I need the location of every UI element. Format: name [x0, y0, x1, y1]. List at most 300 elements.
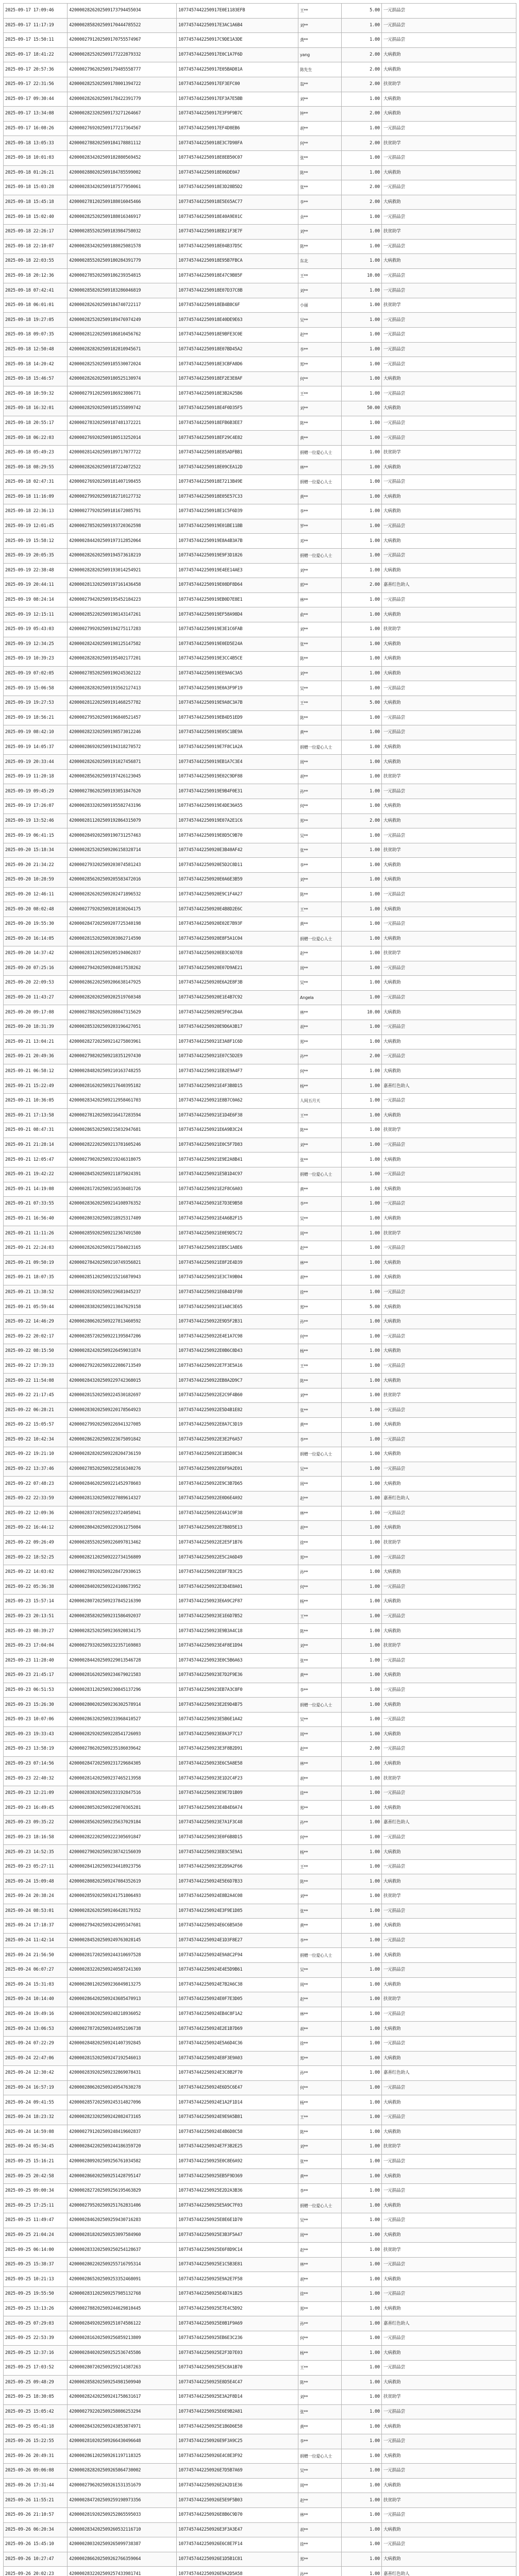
order-number: 4200002803202509265099738387: [68, 2537, 177, 2552]
transaction-number: 1077457442250924E2E1B7D69: [177, 2022, 298, 2037]
transaction-number: 1077457442250926E2A2D1E36: [177, 2478, 298, 2493]
order-number: 4200002816202509256859213809: [68, 2331, 177, 2346]
order-number: 4200002798202509218351297430: [68, 1049, 177, 1064]
table-row: [4, 917, 516, 931]
donation-date: 2025-09-22 15:05:57: [4, 1418, 68, 1433]
donation-amount: 1.00: [342, 1506, 382, 1521]
donation-purpose: 大病救助: [382, 460, 516, 475]
donation-date: 2025-09-24 14:59:08: [4, 2125, 68, 2140]
donation-purpose: 一元捐品尝: [382, 342, 516, 357]
table-row: [4, 2404, 516, 2419]
order-number: 4200002787202509244952106738: [68, 2022, 177, 2037]
donation-purpose: 一元捐品尝: [382, 1049, 516, 1064]
order-number: 4200002769202509177217364567: [68, 121, 177, 136]
donation-amount: 1.00: [342, 2419, 382, 2434]
donation-amount: 1.00: [342, 1962, 382, 1977]
table-row: [4, 2257, 516, 2272]
transaction-number: 1077457442250926E5E9F5B03: [177, 2493, 298, 2508]
transaction-number: 1077457442250925E0C8E6A92: [177, 2154, 298, 2169]
transaction-number: 1077457442250924E8B2A4C08: [177, 1889, 298, 1904]
donation-amount: 1.00: [342, 121, 382, 136]
transaction-number: 1077457442250922E2C9F4B60: [177, 1388, 298, 1403]
order-number: 4200002834202509260532116710: [68, 2522, 177, 2537]
donation-amount: 1.00: [342, 858, 382, 873]
order-number: 4200002855202509180284391779: [68, 254, 177, 269]
donor-name: yang: [298, 47, 342, 62]
donation-purpose: 大病救助: [382, 2478, 516, 2493]
donation-purpose: 扶贫助学: [382, 1771, 516, 1786]
transaction-number: 1077457442250919E8D5C9B70: [177, 828, 298, 843]
donation-amount: 2.00: [342, 77, 382, 92]
transaction-number: 1077457442250923E8A3F7C17: [177, 1727, 298, 1742]
transaction-number: 1077457442250923E6C5A8E58: [177, 1756, 298, 1771]
table-row: [4, 2522, 516, 2537]
donor-name: 李**: [298, 195, 342, 210]
table-row: [4, 386, 516, 401]
donation-date: 2025-09-24 15:31:03: [4, 1977, 68, 1992]
table-row: [4, 607, 516, 622]
donor-name: 捐赠一位爱心人士: [298, 1948, 342, 1963]
donation-date: 2025-09-24 11:42:14: [4, 1933, 68, 1948]
transaction-number: 1077457442250920E5F0C2D4A: [177, 1005, 298, 1020]
donation-purpose: 一元捐品尝: [382, 1093, 516, 1108]
donor-name: 捐赠一位爱心人士: [298, 2449, 342, 2464]
transaction-number: 1077457442250922E0D6E4A92: [177, 1491, 298, 1506]
donor-name: 陈**: [298, 1123, 342, 1138]
donor-name: 刘**: [298, 18, 342, 33]
donation-purpose: 一元捐品尝: [382, 1432, 516, 1447]
donor-name: 何**: [298, 799, 342, 814]
donor-name: 陈**: [298, 1874, 342, 1889]
table-row: [4, 180, 516, 195]
donor-name: 胡**: [298, 1521, 342, 1536]
donation-amount: 1.00: [342, 1683, 382, 1698]
table-row: [4, 1845, 516, 1860]
donation-purpose: 一元捐品尝: [382, 1167, 516, 1182]
donation-amount: 1.00: [342, 622, 382, 637]
donation-date: 2025-09-18 05:49:23: [4, 445, 68, 460]
donation-amount: 1.00: [342, 1992, 382, 2007]
donation-amount: 1.00: [342, 1197, 382, 1212]
table-row: [4, 1432, 516, 1447]
donation-date: 2025-09-19 14:05:37: [4, 740, 68, 755]
donation-date: 2025-09-20 12:46:11: [4, 887, 68, 902]
donor-name: 王**: [298, 902, 342, 917]
order-number: 4200002840202509252536745586: [68, 2346, 177, 2361]
donor-name: 陈**: [298, 710, 342, 725]
order-number: 4200002795202509251762831406: [68, 2198, 177, 2213]
donation-date: 2025-09-18 11:16:09: [4, 489, 68, 504]
transaction-number: 1077457442250926E6C8E7F14: [177, 2537, 298, 2552]
donor-name: 周**: [298, 1226, 342, 1241]
transaction-number: 1077457442250918E5E65AC77: [177, 195, 298, 210]
donor-name: 捐赠一位爱心人士: [298, 931, 342, 946]
table-row: [4, 1403, 516, 1418]
donation-purpose: 大病救助: [382, 2095, 516, 2110]
order-number: 4200002823202509198573012246: [68, 725, 177, 740]
donation-date: 2025-09-24 22:47:06: [4, 2051, 68, 2066]
table-row: [4, 2169, 516, 2184]
donation-date: 2025-09-24 16:57:19: [4, 2080, 68, 2095]
donor-name: 赵**: [298, 1241, 342, 1256]
donation-amount: 1.00: [342, 1020, 382, 1035]
donation-amount: 2.00: [342, 62, 382, 77]
donation-date: 2025-09-25 11:49:47: [4, 2213, 68, 2228]
transaction-number: 1077457442250921E7D3E9B58: [177, 1197, 298, 1212]
donation-amount: 1.00: [342, 755, 382, 770]
donation-date: 2025-09-18 22:26:17: [4, 224, 68, 239]
transaction-number: 1077457442250920E8F5A1C04: [177, 931, 298, 946]
donation-amount: 1.00: [342, 1638, 382, 1653]
donation-purpose: 大病救助: [382, 976, 516, 991]
table-row: [4, 1742, 516, 1757]
donation-amount: 1.00: [342, 1977, 382, 1992]
transaction-number: 1077457442250919E7F8C1A2A: [177, 740, 298, 755]
transaction-number: 1077457442250925E5C8A1B70: [177, 2361, 298, 2376]
donation-date: 2025-09-26 11:55:21: [4, 2493, 68, 2508]
donor-name: 吴**: [298, 976, 342, 991]
donation-amount: 1.00: [342, 2036, 382, 2051]
order-number: 4200002829202509185155899742: [68, 401, 177, 416]
donation-purpose: 大病救助: [382, 1035, 516, 1049]
donation-date: 2025-09-25 20:42:58: [4, 2169, 68, 2184]
donation-date: 2025-09-25 15:05:42: [4, 2404, 68, 2419]
donation-amount: 1.00: [342, 2095, 382, 2110]
donation-date: 2025-09-21 05:59:44: [4, 1300, 68, 1315]
donation-amount: 1.00: [342, 1948, 382, 1963]
transaction-number: 1077457442250923E3F8B2D91: [177, 1742, 298, 1757]
donation-date: 2025-09-20 18:31:39: [4, 1020, 68, 1035]
donation-date: 2025-09-24 21:56:50: [4, 1948, 68, 1963]
donation-date: 2025-09-25 06:14:00: [4, 2243, 68, 2258]
donation-date: 2025-09-19 20:33:44: [4, 755, 68, 770]
transaction-number: 1077457442250921E5B1D4C97: [177, 1167, 298, 1182]
donation-date: 2025-09-18 19:27:05: [4, 313, 68, 328]
transaction-number: 1077457442250921EB5C1A8E6: [177, 1241, 298, 1256]
transaction-number: 1077457442250918E40A9E01C: [177, 210, 298, 225]
donation-purpose: 大病救助: [382, 1153, 516, 1167]
transaction-number: 1077457442250918E3B2A25B6: [177, 386, 298, 401]
donation-date: 2025-09-21 13:38:52: [4, 1285, 68, 1300]
table-row: [4, 195, 516, 210]
order-number: 4200002865202509215032947681: [68, 1123, 177, 1138]
donor-name: 郑**: [298, 357, 342, 372]
transaction-number: 1077457442250923E0F6B8D15: [177, 1830, 298, 1845]
donor-name: 孙**: [298, 2316, 342, 2331]
table-row: [4, 2154, 516, 2169]
donation-date: 2025-09-21 09:50:19: [4, 1256, 68, 1270]
transaction-number: 1077457442250918E1C5F6D39: [177, 504, 298, 519]
donation-date: 2025-09-19 18:56:21: [4, 710, 68, 725]
donation-date: 2025-09-24 05:34:45: [4, 2140, 68, 2155]
donation-amount: 1.00: [342, 2346, 382, 2361]
table-row: [4, 696, 516, 710]
donor-name: 黄**: [298, 2169, 342, 2184]
donation-date: 2025-09-19 13:52:46: [4, 814, 68, 828]
donor-name: 刘**: [298, 1889, 342, 1904]
order-number: 4200002792202509258086253294: [68, 2404, 177, 2419]
donation-purpose: 一元捐品尝: [382, 1653, 516, 1668]
donation-amount: 1.00: [342, 1698, 382, 1713]
donation-purpose: 一元捐品尝: [382, 1786, 516, 1801]
order-number: 4200002847202509231729684305: [68, 1756, 177, 1771]
order-number: 4200002880202509184785599002: [68, 165, 177, 180]
donor-name: 陈**: [298, 2375, 342, 2390]
order-number: 4200002825202509177222879332: [68, 47, 177, 62]
donor-name: 孙**: [298, 2567, 342, 2576]
donation-amount: 1.00: [342, 2051, 382, 2066]
donor-name: 小丽: [298, 298, 342, 313]
transaction-number: 1077457442250923E6A9C2F87: [177, 1595, 298, 1609]
order-number: 4200002857202509245314827096: [68, 2095, 177, 2110]
transaction-number: 1077457442250919E3CC4B5CE: [177, 652, 298, 667]
donation-amount: 1.00: [342, 2022, 382, 2037]
order-number: 4200002828202509182810945671: [68, 342, 177, 357]
donation-purpose: 大病救助: [382, 858, 516, 873]
order-number: 4200002794202509242095347681: [68, 1919, 177, 1934]
donation-purpose: 一元捐品尝: [382, 18, 516, 33]
donation-date: 2025-09-21 07:33:55: [4, 1197, 68, 1212]
donor-name: 吴**: [298, 2464, 342, 2479]
table-row: [4, 1521, 516, 1536]
donor-name: 杨**: [298, 1845, 342, 1860]
transaction-number: 1077457442250921E3A8F1C6D: [177, 1035, 298, 1049]
donation-amount: 1.00: [342, 2449, 382, 2464]
transaction-number: 1077457442250925E1B6D6E58: [177, 2419, 298, 2434]
donation-amount: 1.00: [342, 1388, 382, 1403]
donation-purpose: 嘉善红色助人: [382, 2066, 516, 2081]
transaction-number: 1077457442250925E3B3F5A47: [177, 2228, 298, 2243]
donor-name: 胡**: [298, 121, 342, 136]
donation-purpose: 一元捐品尝: [382, 180, 516, 195]
transaction-number: 1077457442250923E4B4E6A74: [177, 1801, 298, 1816]
donation-date: 2025-09-20 08:02:48: [4, 902, 68, 917]
transaction-number: 1077457442250918E4F0D35F5: [177, 401, 298, 416]
donation-amount: 1.00: [342, 1477, 382, 1492]
donation-purpose: 一元捐品尝: [382, 313, 516, 328]
donation-amount: 1.00: [342, 2183, 382, 2198]
donation-date: 2025-09-19 06:41:15: [4, 828, 68, 843]
transaction-number: 1077457442250925E0B1F9A69: [177, 2316, 298, 2331]
order-number: 4200002838202509213047629158: [68, 1300, 177, 1315]
transaction-number: 1077457442250925E2D2A3B36: [177, 2183, 298, 2198]
donation-date: 2025-09-23 13:58:19: [4, 1742, 68, 1757]
donation-purpose: 一元捐品尝: [382, 2154, 516, 2169]
order-number: 4200002814202509189717077722: [68, 445, 177, 460]
transaction-number: 1077457442250925EB5F9D369: [177, 2169, 298, 2184]
table-row: [4, 254, 516, 269]
order-number: 4200002810202509266430496648: [68, 2434, 177, 2449]
transaction-number: 1077457442250921E8B7C0A62: [177, 1093, 298, 1108]
order-number: 4200002846202509259430716283: [68, 2213, 177, 2228]
donor-name: 王**: [298, 1859, 342, 1874]
donation-amount: 1.00: [342, 1668, 382, 1683]
donation-date: 2025-09-25 17:25:11: [4, 2198, 68, 2213]
donation-purpose: 扶贫助学: [382, 298, 516, 313]
donation-purpose: 大病救助: [382, 931, 516, 946]
transaction-number: 1077457442250917E3F9F9B7C: [177, 107, 298, 122]
donation-purpose: 扶贫助学: [382, 136, 516, 151]
donation-amount: 1.00: [342, 1329, 382, 1344]
donation-date: 2025-09-21 22:24:03: [4, 1241, 68, 1256]
donation-date: 2025-09-19 05:43:03: [4, 622, 68, 637]
table-row: [4, 2198, 516, 2213]
order-number: 4200002826202509184740722117: [68, 298, 177, 313]
donation-amount: 1.00: [342, 1462, 382, 1477]
order-number: 4200002865202509253352468091: [68, 2272, 177, 2287]
order-number: 4200002815202509203862714590: [68, 931, 177, 946]
donation-date: 2025-09-23 15:26:30: [4, 1698, 68, 1713]
donation-date: 2025-09-23 14:52:35: [4, 1845, 68, 1860]
order-number: 4200002859202509212367491580: [68, 1226, 177, 1241]
order-number: 4200002830202509248218936052: [68, 2007, 177, 2022]
donation-purpose: 一元捐品尝: [382, 416, 516, 431]
table-row: [4, 2051, 516, 2066]
donation-purpose: 一元捐品尝: [382, 1742, 516, 1757]
donation-date: 2025-09-17 20:57:36: [4, 62, 68, 77]
donation-amount: 1.00: [342, 2213, 382, 2228]
donation-purpose: 大病救助: [382, 1521, 516, 1536]
order-number: 4200002816202509217640395182: [68, 1079, 177, 1094]
donation-date: 2025-09-21 10:36:05: [4, 1093, 68, 1108]
table-row: [4, 843, 516, 858]
donation-amount: 1.00: [342, 1123, 382, 1138]
donation-date: 2025-09-25 09:48:29: [4, 2375, 68, 2390]
order-number: 4200002834202509187577950061: [68, 180, 177, 195]
donation-date: 2025-09-18 08:29:55: [4, 460, 68, 475]
table-row: [4, 1595, 516, 1609]
donation-purpose: 一元捐品尝: [382, 1683, 516, 1698]
donation-amount: 1.00: [342, 725, 382, 740]
donation-date: 2025-09-19 12:34:25: [4, 637, 68, 652]
table-row: [4, 1535, 516, 1550]
donation-purpose: 大病救助: [382, 2169, 516, 2184]
donation-date: 2025-09-19 08:42:10: [4, 725, 68, 740]
donation-purpose: 一元捐品尝: [382, 239, 516, 254]
donation-date: 2025-09-22 21:17:45: [4, 1388, 68, 1403]
transaction-number: 1077457442250917E3AC1A6B4: [177, 18, 298, 33]
donation-purpose: 一元捐品尝: [382, 283, 516, 298]
donor-name: 孙**: [298, 1816, 342, 1831]
donation-date: 2025-09-18 14:20:42: [4, 357, 68, 372]
donation-date: 2025-09-23 16:49:45: [4, 1801, 68, 1816]
transaction-number: 1077457442250918EF2E3E8AF: [177, 371, 298, 386]
donation-date: 2025-09-23 15:57:14: [4, 1595, 68, 1609]
donation-purpose: 一元捐品尝: [382, 1138, 516, 1153]
donation-purpose: 大病救助: [382, 1668, 516, 1683]
donation-amount: 1.00: [342, 2080, 382, 2095]
order-number: 4200002847202509207725340198: [68, 917, 177, 931]
donation-amount: 1.00: [342, 1859, 382, 1874]
transaction-number: 1077457442250924E7B2A6C38: [177, 1977, 298, 1992]
transaction-number: 1077457442250925E4D7A1B25: [177, 2287, 298, 2302]
transaction-number: 1077457442250917EF3EFC00: [177, 77, 298, 92]
order-number: 4200002824202509241758631617: [68, 2390, 177, 2405]
donation-date: 2025-09-25 09:00:34: [4, 2183, 68, 2198]
donation-purpose: 大病救助: [382, 666, 516, 681]
donation-date: 2025-09-23 08:39:27: [4, 1624, 68, 1639]
order-number: 4200002799202509226941327085: [68, 1418, 177, 1433]
donation-amount: 10.00: [342, 268, 382, 283]
order-number: 4200002825202509178001394722: [68, 77, 177, 92]
donor-name: 王**: [298, 386, 342, 401]
transaction-number: 1077457442250921E3C7A9B04: [177, 1270, 298, 1285]
donation-amount: 1.00: [342, 2301, 382, 2316]
donation-purpose: 扶贫助学: [382, 1535, 516, 1550]
transaction-number: 1077457442250922E1B5D8C34: [177, 1447, 298, 1462]
donation-amount: 1.00: [342, 1285, 382, 1300]
order-number: 4200002799202509182710127732: [68, 489, 177, 504]
order-number: 4200002813202509227089614327: [68, 1491, 177, 1506]
donation-amount: 5.00: [342, 1300, 382, 1315]
transaction-number: 1077457442250920E3B40AF42: [177, 843, 298, 858]
table-row: [4, 666, 516, 681]
donation-purpose: 嘉善红色助人: [382, 1816, 516, 1831]
donation-amount: 1.00: [342, 313, 382, 328]
donation-date: 2025-09-18 15:02:40: [4, 210, 68, 225]
table-row: [4, 1138, 516, 1153]
donation-date: 2025-09-22 14:03:02: [4, 1565, 68, 1580]
donation-amount: 1.00: [342, 1064, 382, 1079]
donation-amount: 1.00: [342, 976, 382, 991]
order-number: 4200002834202509212958461703: [68, 1093, 177, 1108]
table-row: [4, 210, 516, 225]
donation-amount: 1.00: [342, 873, 382, 888]
donation-amount: 1.00: [342, 1845, 382, 1860]
donation-date: 2025-09-18 22:10:07: [4, 239, 68, 254]
donation-date: 2025-09-23 05:27:11: [4, 1859, 68, 1874]
donation-purpose: 大病救助: [382, 607, 516, 622]
donation-amount: 1.00: [342, 769, 382, 784]
table-row: [4, 92, 516, 107]
transaction-number: 1077457442250922E0B6C8D43: [177, 1344, 298, 1359]
table-row: [4, 1197, 516, 1212]
donation-purpose: 大病救助: [382, 740, 516, 755]
donation-purpose: 大病救助: [382, 1624, 516, 1639]
order-number: 4200002833202509250254128637: [68, 2243, 177, 2258]
order-number: 4200002821202509222734156809: [68, 1550, 177, 1565]
transaction-number: 1077457442250919E9B4F0E31: [177, 784, 298, 799]
donor-name: 黄**: [298, 1182, 342, 1197]
donation-date: 2025-09-24 18:23:32: [4, 2110, 68, 2125]
order-number: 4200002822202509222305691847: [68, 1830, 177, 1845]
transaction-number: 1077457442250917E0E1183EFB: [177, 4, 298, 19]
donation-amount: 1.00: [342, 887, 382, 902]
donation-amount: 1.00: [342, 2478, 382, 2493]
order-number: 4200002849202509190731257463: [68, 828, 177, 843]
table-row: [4, 2036, 516, 2051]
order-number: 4200002831202509230845137296: [68, 1683, 177, 1698]
donation-date: 2025-09-26 09:06:08: [4, 2464, 68, 2479]
transaction-number: 1077457442250917C9DE1A3DE: [177, 33, 298, 48]
donor-name: 郑**: [298, 1035, 342, 1049]
transaction-number: 1077457442250923EB7A3C8F0: [177, 1683, 298, 1698]
donation-purpose: 大病救助: [382, 1374, 516, 1388]
order-number: 4200002832202509257433981741: [68, 2567, 177, 2576]
donation-purpose: 一元捐品尝: [382, 121, 516, 136]
donation-purpose: 大病救助: [382, 1595, 516, 1609]
table-row: [4, 2272, 516, 2287]
donation-amount: 1.00: [342, 2154, 382, 2169]
donation-date: 2025-09-21 20:49:36: [4, 1049, 68, 1064]
donation-purpose: 大病救助: [382, 2022, 516, 2037]
donation-amount: 1.00: [342, 1138, 382, 1153]
donation-date: 2025-09-17 16:08:26: [4, 121, 68, 136]
table-row: [4, 328, 516, 343]
donor-name: 李**: [298, 2434, 342, 2449]
donor-name: 捐赠一位爱心人士: [298, 1698, 342, 1713]
table-row: [4, 165, 516, 180]
